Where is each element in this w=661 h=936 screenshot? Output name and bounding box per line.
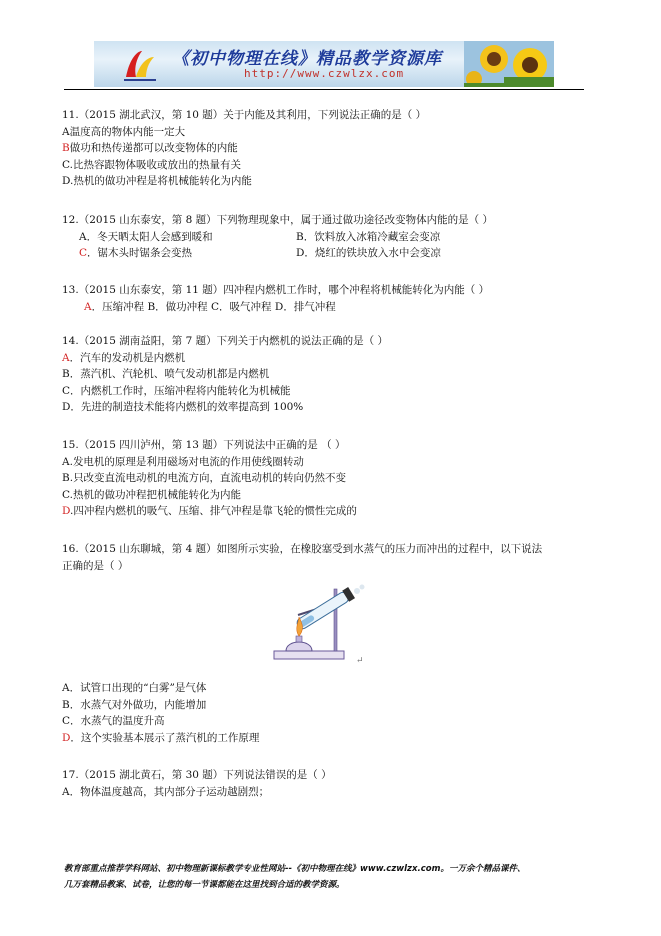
question-stem-cont: 正确的是（ ） — [62, 559, 129, 572]
question-14 — [62, 333, 602, 416]
options-row — [62, 299, 602, 316]
option-a: A.发电机的原理是利用磁场对电流的作用使线圈转动 — [62, 455, 304, 468]
header-divider — [64, 89, 584, 90]
option-c: C．锯木头时锯条会变热 — [79, 247, 193, 259]
option-d: D．这个实验基本展示了蒸汽机的工作原理 — [62, 731, 260, 744]
question-stem: 12.（2015 山东泰安，第 8 题）下列物理现象中，属于通过做功途径改变物体内能的是（ ） — [62, 214, 493, 226]
footer-line-2: 几万套精品教案、试卷，让您的每一节课都能在这里找到合适的教学资源。 — [64, 880, 345, 890]
question-16-options — [62, 680, 602, 746]
option-c: C．内燃机工作时，压缩冲程将内能转化为机械能 — [62, 384, 291, 397]
option-a: A．试管口出现的“白雾”是气体 — [62, 682, 207, 694]
option-b: B．做功冲程 — [147, 300, 208, 313]
question-stem: 14.（2015 湖南益阳，第 7 题）下列关于内燃机的说法正确的是（ ） — [62, 335, 388, 347]
option-b: B．水蒸气对外做功，内能增加 — [62, 698, 207, 711]
option-d: D.热机的做功冲程是将机械能转化为内能 — [62, 175, 252, 187]
question-17 — [62, 767, 602, 800]
option-d: D.四冲程内燃机的吸气、压缩、排气冲程是靠飞轮的惯性完成的 — [62, 505, 357, 517]
option-d: D．先进的制造技术能将内燃机的效率提高到 100% — [62, 401, 304, 413]
option-c: C．吸气冲程 — [211, 300, 272, 313]
option-d: D．排气冲程 — [274, 300, 336, 313]
option-b: B．饮料放入冰箱冷藏室会变凉 — [296, 230, 441, 243]
header-banner — [94, 41, 554, 87]
sunflower-icon — [464, 41, 554, 87]
footer-line-1: 教育部重点推荐学科网站、初中物理新课标教学专业性网站--《初中物理在线》www.czwlzx.com。一万余个精品课件、 — [64, 864, 526, 874]
question-stem: 11.（2015 湖北武汉，第 10 题）关于内能及其利用，下列说法正确的是（ ） — [62, 109, 427, 121]
option-a: A温度高的物体内能一定大 — [62, 125, 186, 138]
option-b: B.只改变直流电动机的电流方向，直流电动机的转向仍然不变 — [62, 472, 347, 484]
question-12 — [62, 212, 602, 262]
option-a: A．压缩冲程 — [84, 300, 145, 313]
option-c: C.热机的做功冲程把机械能转化为内能 — [62, 488, 242, 501]
question-stem: 16.（2015 山东聊城，第 4 题）如图所示实验，在橡胶塞受到水蒸气的压力而冲出的过程中，以下说法 — [62, 543, 543, 555]
banner-url: http://www.czwlzx.com — [244, 67, 405, 80]
page-footer — [64, 861, 594, 893]
option-b: B．蒸汽机、汽轮机、喷气发动机都是内燃机 — [62, 368, 270, 380]
question-stem: 15.（2015 四川泸州，第 13 题）下列说法中正确的是 （ ） — [62, 439, 346, 451]
option-a: A．冬天晒太阳人会感到暖和 — [79, 230, 213, 243]
question-13 — [62, 282, 602, 315]
question-15 — [62, 437, 602, 520]
option-a: A．汽车的发动机是内燃机 — [62, 351, 186, 364]
banner-title: 《初中物理在线》精品教学资源库 — [172, 49, 442, 69]
option-a: A．物体温度越高，其内部分子运动越剧烈； — [62, 785, 270, 798]
site-logo-icon — [120, 47, 160, 83]
apparatus-figure — [268, 581, 368, 666]
option-c: C.比热容跟物体吸收或放出的热量有关 — [62, 158, 242, 171]
question-stem: 17.（2015 湖北黄石，第 30 题）下列说法错误的是（ ） — [62, 769, 332, 781]
option-b: B做功和热传递都可以改变物体的内能 — [62, 142, 238, 154]
question-11 — [62, 107, 602, 190]
question-16 — [62, 541, 602, 574]
option-d: D．烧红的铁块放入水中会变凉 — [296, 247, 441, 259]
option-c: C．水蒸气的温度升高 — [62, 715, 165, 727]
question-stem: 13.（2015 山东泰安，第 11 题）四冲程内燃机工作时，哪个冲程将机械能转化为内能（ ） — [62, 284, 490, 296]
paragraph-mark: ↵ — [356, 656, 364, 666]
